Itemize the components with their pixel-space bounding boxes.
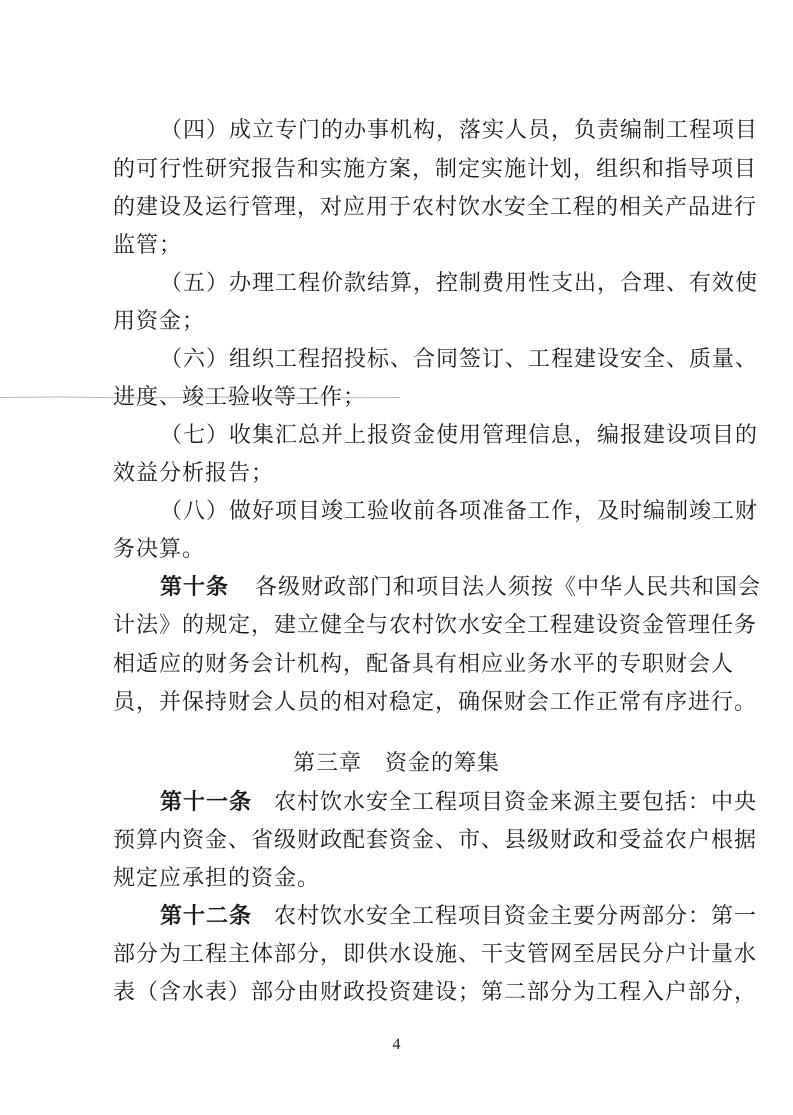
text-line: 务决算。 [113, 537, 206, 562]
text-line: 的建设及运行管理，对应用于农村饮水安全工程的相关产品进行 [113, 195, 758, 220]
text-line: 预算内资金、省级财政配套资金、市、县级财政和受益农户根据 [113, 828, 758, 853]
text-line: 效益分析报告； [113, 461, 275, 486]
text-line: （八）做好项目竣工验收前各项准备工作，及时编制竣工财 [160, 499, 759, 524]
text-line: （六）组织工程招投标、合同签订、工程建设安全、质量、 [160, 347, 759, 372]
text-line: 表（含水表）部分由财政投资建设；第二部分为工程入户部分， [113, 980, 758, 1005]
article-10-first-line [160, 573, 761, 603]
article-12-first-line [160, 902, 757, 932]
article-10-text: 各级财政部门和项目法人须按《中华人民共和国会 [255, 575, 762, 600]
text-line: 计法》的规定，建立健全与农村饮水安全工程建设资金管理任务 [113, 613, 758, 638]
text-line: 部分为工程主体部分，即供水设施、干支管网至居民分户计量水 [113, 942, 758, 967]
article-12-text: 农村饮水安全工程项目资金主要分两部分：第一 [274, 904, 758, 929]
text-line: 监管； [113, 233, 183, 258]
article-11-text: 农村饮水安全工程项目资金来源主要包括：中央 [274, 790, 758, 815]
page-number: 4 [392, 1036, 401, 1053]
article-11-label: 第十一条 [160, 790, 253, 815]
article-10-label: 第十条 [160, 575, 230, 600]
article-11-first-line [160, 788, 757, 818]
text-line: 相适应的财务会计机构，配备具有相应业务水平的专职财会人 [113, 652, 735, 677]
text-line: 的可行性研究报告和实施方案，制定实施计划，组织和指导项目 [113, 157, 758, 182]
chapter-heading: 第三章 资金的筹集 [292, 751, 500, 776]
text-line: （四）成立专门的办事机构，落实人员，负责编制工程项目 [160, 118, 759, 143]
text-line: 用资金； [113, 309, 206, 334]
text-line: （七）收集汇总并上报资金使用管理信息，编报建设项目的 [160, 423, 759, 448]
text-line: 员，并保持财会人员的相对稳定，确保财会工作正常有序进行。 [113, 690, 758, 715]
text-line: （五）办理工程价款结算，控制费用性支出，合理、有效使 [160, 271, 759, 296]
text-line: 规定应承担的资金。 [113, 866, 321, 891]
text-line: 进度、竣工验收等工作； [113, 385, 367, 410]
article-12-label: 第十二条 [160, 904, 253, 929]
